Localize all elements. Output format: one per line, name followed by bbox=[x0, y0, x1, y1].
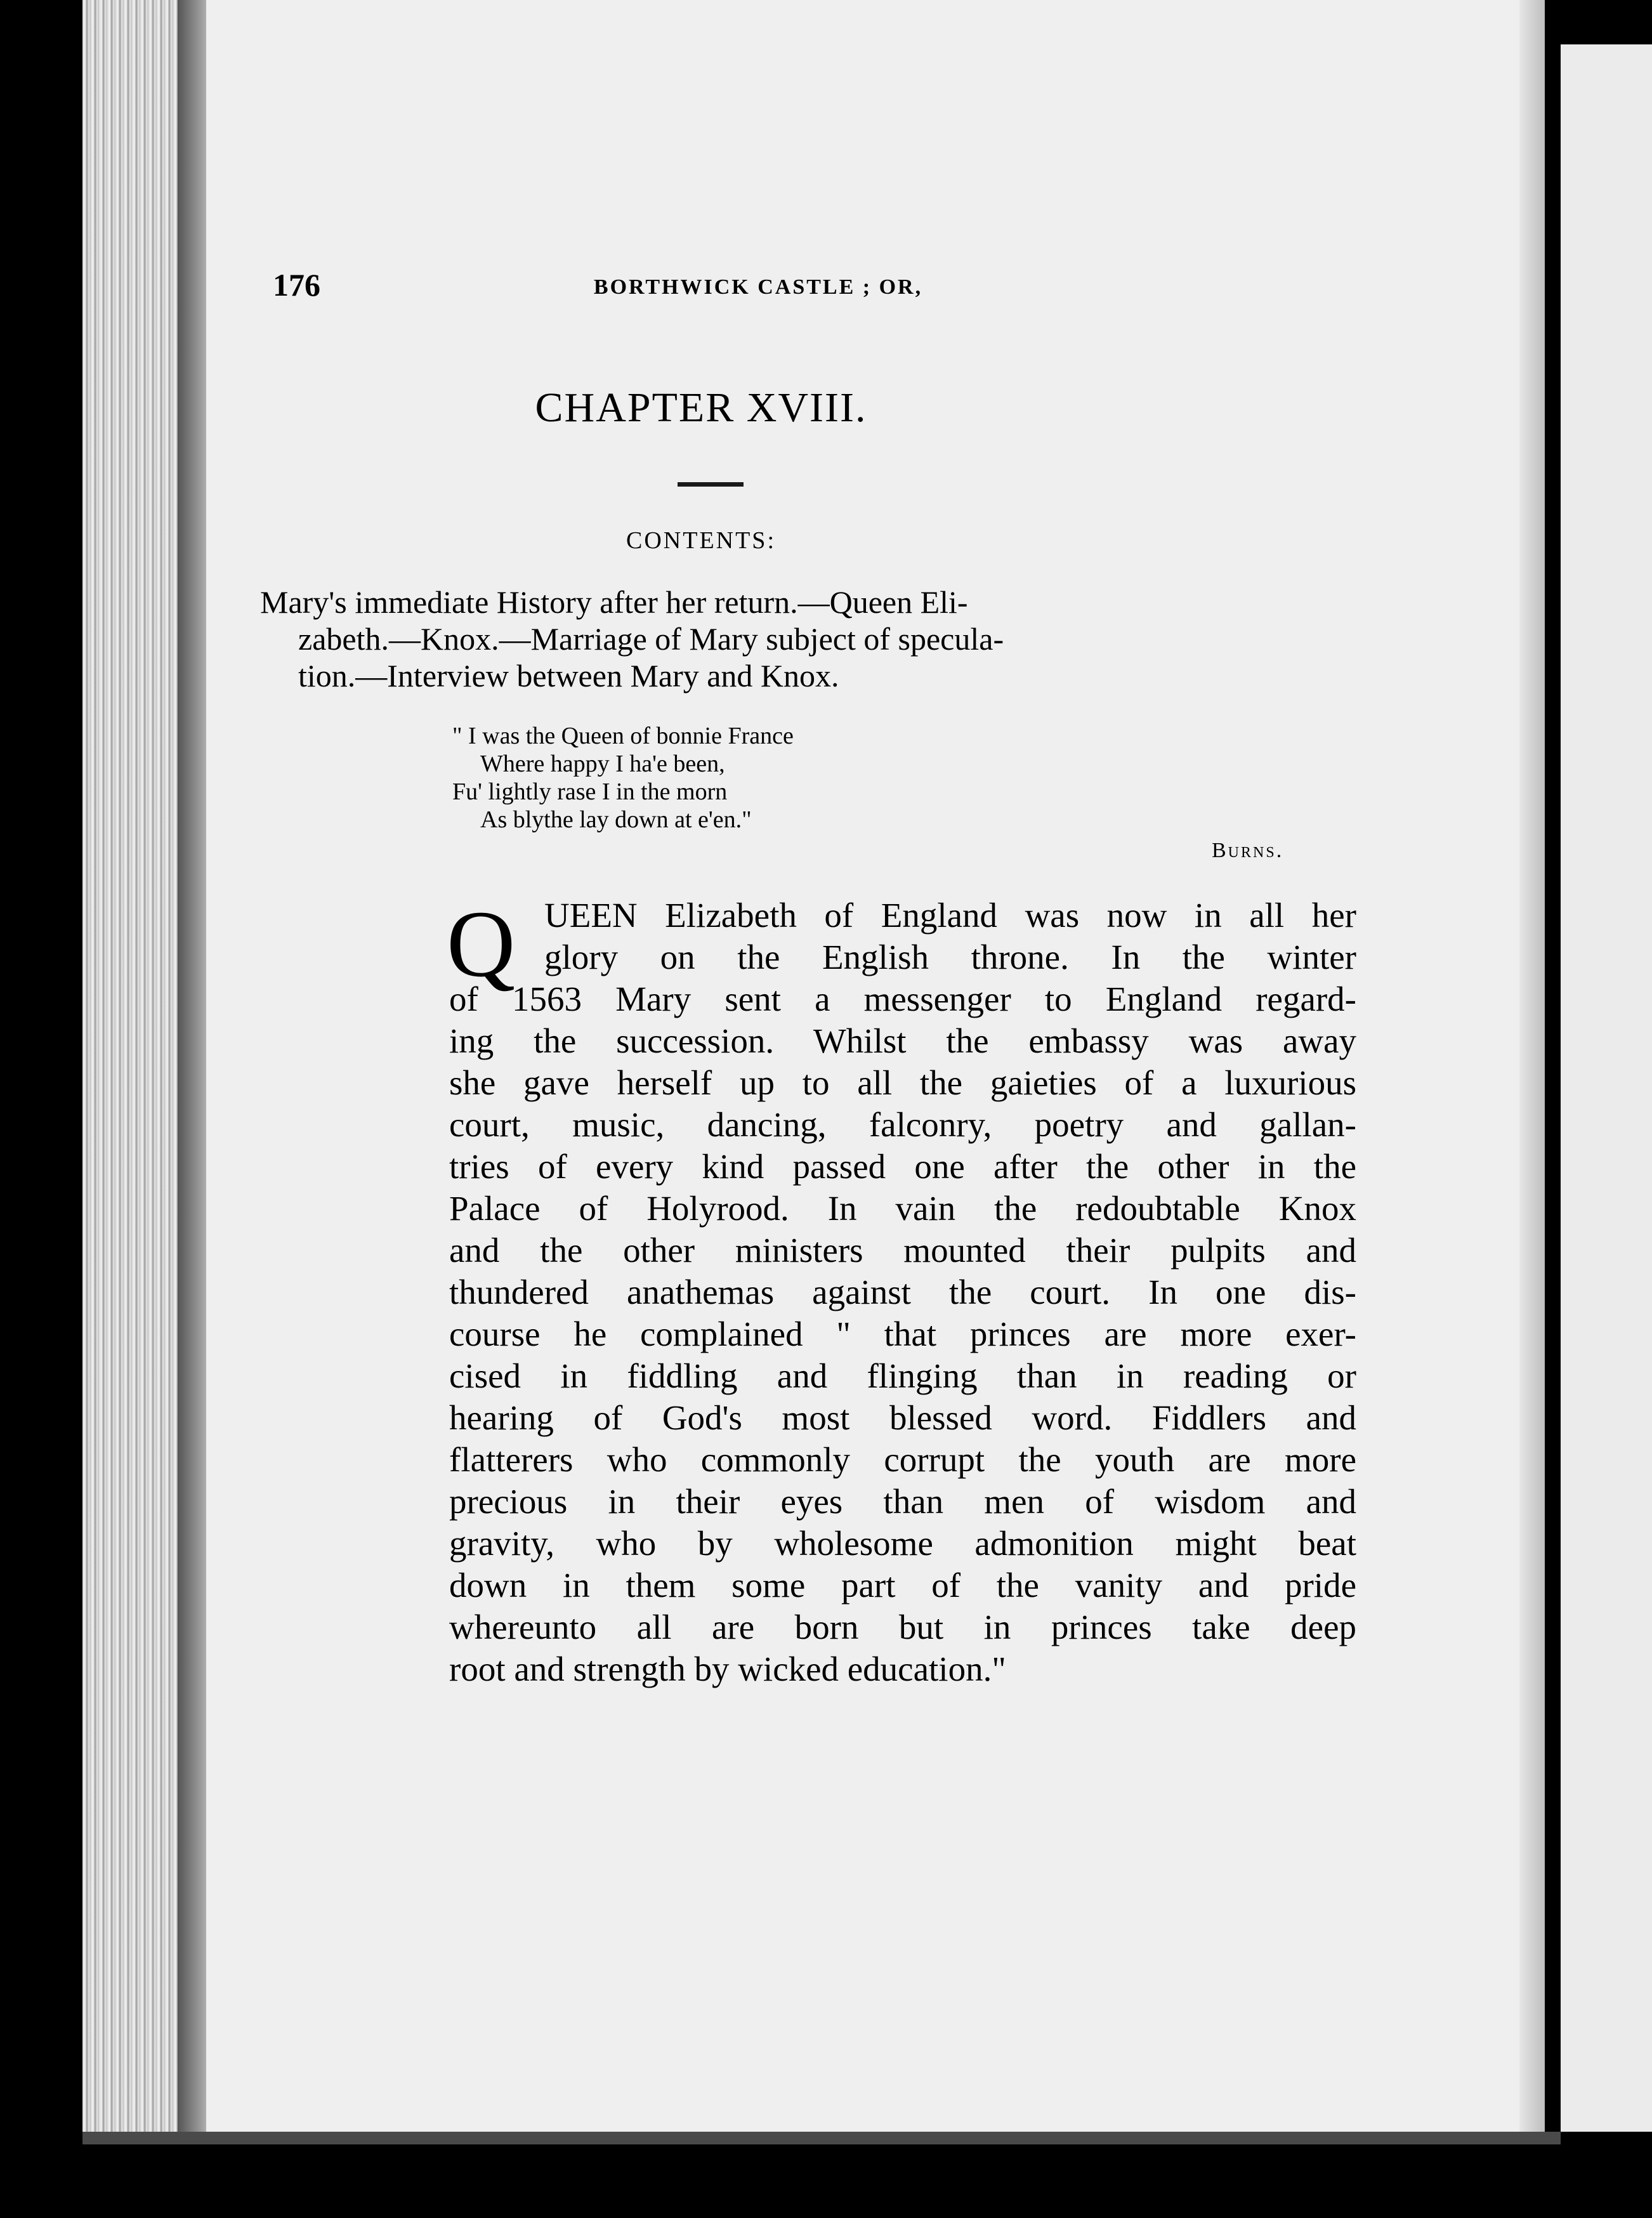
body-line: cised in fiddling and flinging than in reading or bbox=[449, 1356, 1356, 1395]
running-head bbox=[273, 266, 1117, 305]
contents-line: zabeth.—Knox.—Marriage of Mary subject of specula- bbox=[298, 621, 1004, 657]
body-line: UEEN Elizabeth of England was now in all her bbox=[544, 896, 1356, 935]
facing-page-edge bbox=[1561, 44, 1652, 2132]
epigraph-attribution: Burns. bbox=[1212, 839, 1284, 862]
epigraph-line: " I was the Queen of bonnie France bbox=[452, 723, 794, 749]
epigraph-line: As blythe lay down at e'en." bbox=[480, 806, 752, 833]
page-bottom-edge bbox=[82, 2132, 1561, 2144]
contents-summary bbox=[260, 584, 1364, 694]
chapter-rule bbox=[678, 482, 744, 487]
page-edge-shade bbox=[1519, 0, 1545, 2132]
contents-heading: CONTENTS: bbox=[626, 527, 776, 554]
body-line: precious in their eyes than men of wisdom and bbox=[449, 1482, 1356, 1521]
body-line: ing the succession. Whilst the embassy was away bbox=[449, 1021, 1356, 1060]
body-line: tries of every kind passed one after the other in the bbox=[449, 1147, 1356, 1186]
body-paragraph bbox=[447, 891, 1356, 1690]
body-line: root and strength by wicked education." bbox=[449, 1650, 1006, 1688]
body-line: down in them some part of the vanity and pride bbox=[449, 1566, 1356, 1604]
body-line: she gave herself up to all the gaieties of a luxurious bbox=[449, 1063, 1356, 1102]
running-title: BORTHWICK CASTLE ; OR, bbox=[593, 275, 923, 299]
body-line: of 1563 Mary sent a messenger to England regard- bbox=[449, 980, 1356, 1018]
epigraph-line: Where happy I ha'e been, bbox=[480, 751, 725, 777]
page-number: 176 bbox=[273, 267, 320, 303]
drop-cap: Q bbox=[447, 891, 516, 997]
epigraph-line: Fu' lightly rase I in the morn bbox=[452, 778, 728, 805]
body-line: and the other ministers mounted their pulpits and bbox=[449, 1231, 1356, 1270]
body-line: thundered anathemas against the court. In one dis- bbox=[449, 1273, 1356, 1311]
body-line: gravity, who by wholesome admonition might beat bbox=[449, 1524, 1356, 1563]
chapter-title: CHAPTER XVIII. bbox=[535, 384, 867, 431]
body-line: flatterers who commonly corrupt the youth are more bbox=[449, 1440, 1356, 1479]
body-line: court, music, dancing, falconry, poetry and gallan- bbox=[449, 1105, 1356, 1144]
epigraph bbox=[452, 722, 1214, 834]
body-line: hearing of God's most blessed word. Fiddlers and bbox=[449, 1398, 1356, 1437]
body-line: course he complained " that princes are more exer- bbox=[449, 1315, 1356, 1353]
body-line: Palace of Holyrood. In vain the redoubtable Knox bbox=[449, 1189, 1356, 1228]
body-line: glory on the English throne. In the winter bbox=[544, 938, 1356, 976]
contents-line: tion.—Interview between Mary and Knox. bbox=[298, 658, 839, 693]
body-line: whereunto all are born but in princes take deep bbox=[449, 1608, 1356, 1646]
contents-line: Mary's immediate History after her return.—Queen Eli- bbox=[260, 584, 968, 620]
